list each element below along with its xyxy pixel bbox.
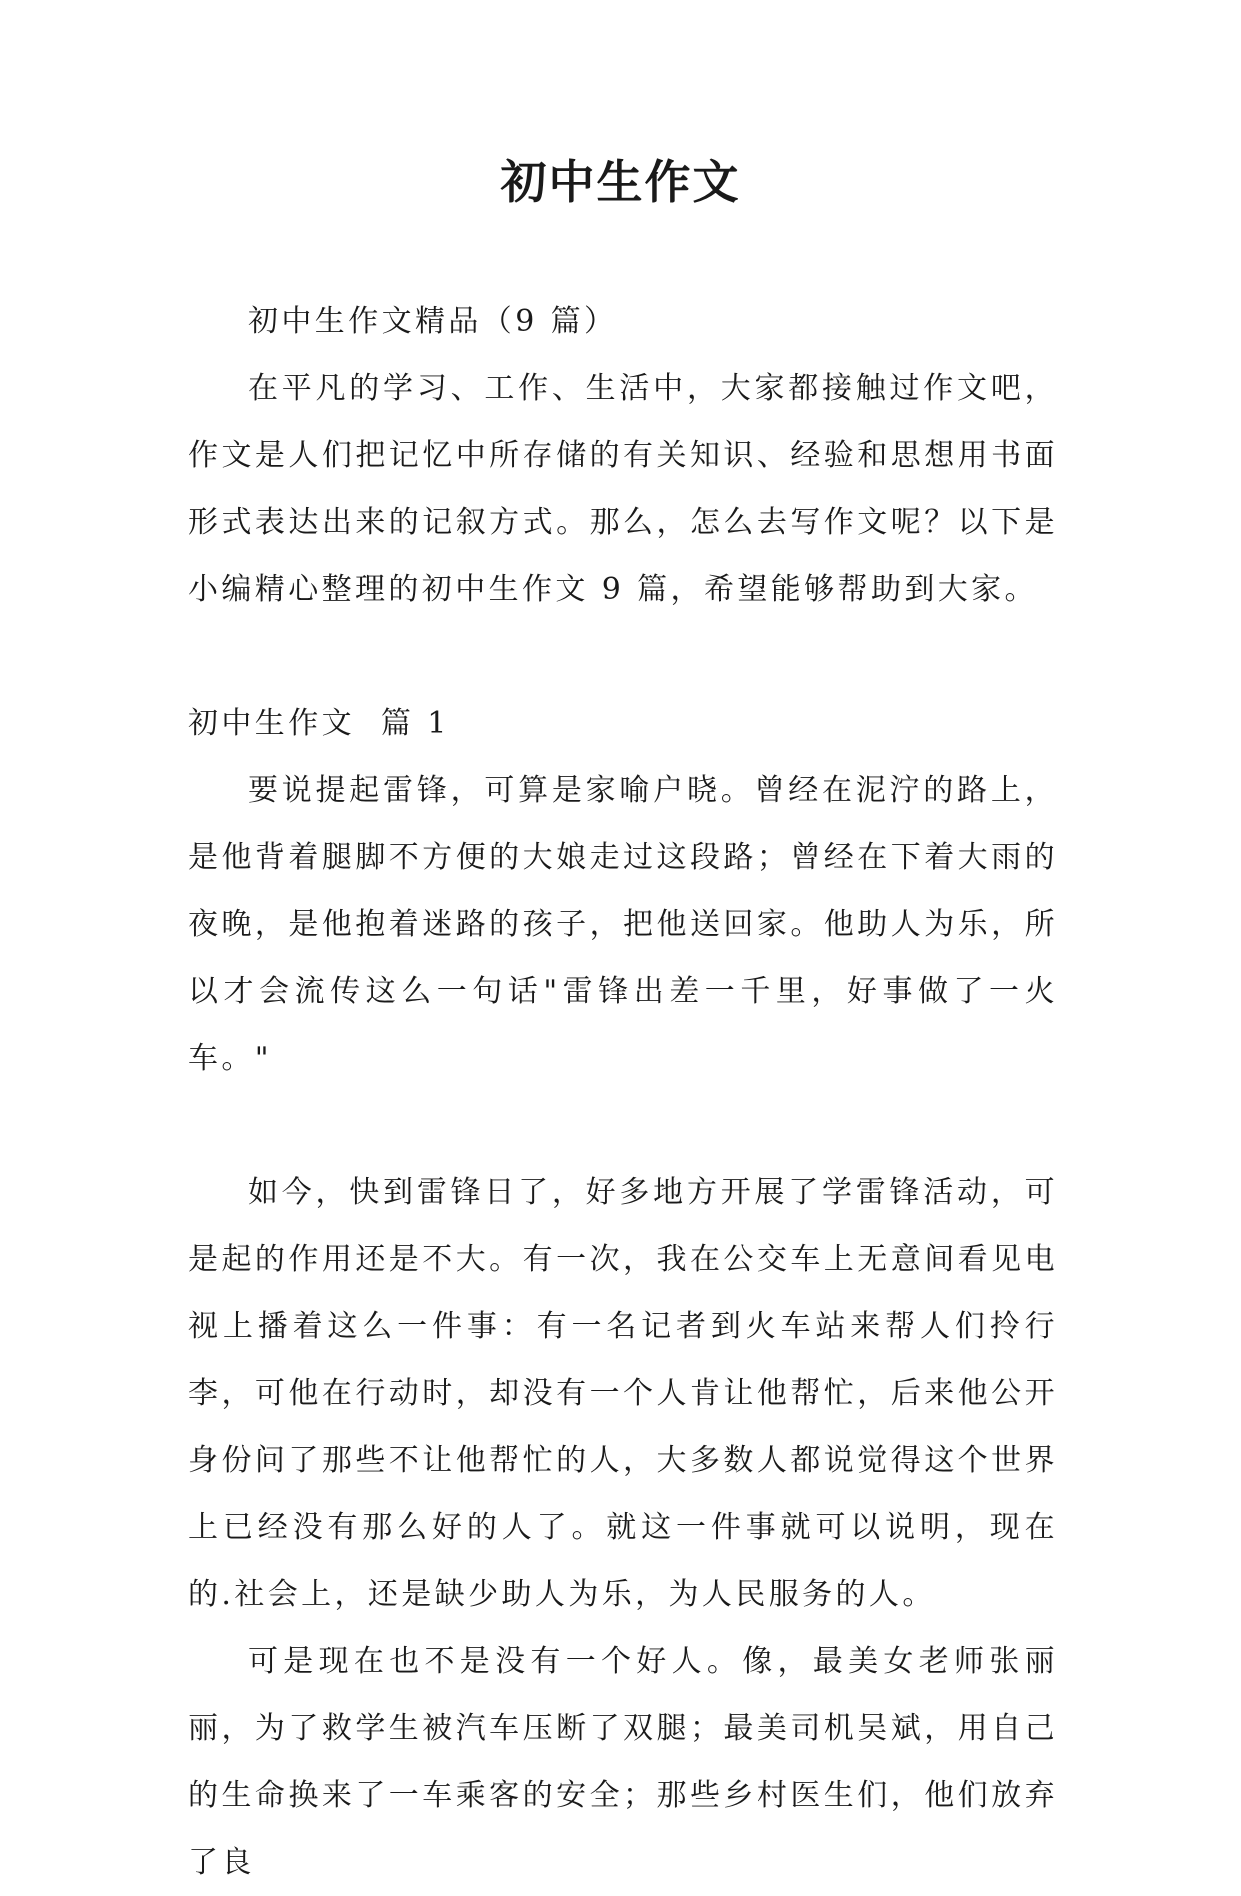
document-body xyxy=(188,288,1058,1896)
intro-paragraph: 在平凡的学习、工作、生活中，大家都接触过作文吧，作文是人们把记忆中所存储的有关知识、经验和思想用书面形式表达出来的记叙方式。那么，怎么去写作文呢？以下是小编精心整理的初中生作文 9 篇，希望能够帮助到大家。 xyxy=(188,371,1058,607)
body-paragraph-3: 可是现在也不是没有一个好人。像，最美女老师张丽丽，为了救学生被汽车压断了双腿；最美司机吴斌，用自己的生命换来了一车乘客的安全；那些乡村医生们，他们放弃了良 xyxy=(188,1644,1058,1880)
body-paragraph-1: 要说提起雷锋，可算是家喻户晓。曾经在泥泞的路上，是他背着腿脚不方便的大娘走过这段路；曾经在下着大雨的夜晚，是他抱着迷路的孩子，把他送回家。他助人为乐，所以才会流传这么一句话"雷锋出差一千里，好事做了一火车。" xyxy=(188,773,1058,1076)
document-title: 初中生作文 xyxy=(500,155,741,209)
section-heading: 初中生作文 篇 1 xyxy=(188,706,450,741)
body-paragraph-2: 如今，快到雷锋日了，好多地方开展了学雷锋活动，可是起的作用还是不大。有一次，我在公交车上无意间看见电视上播着这么一件事：有一名记者到火车站来帮人们拎行李，可他在行动时，却没有一个人肯让他帮忙，后来他公开身份问了那些不让他帮忙的人，大多数人都说觉得这个世界上已经没有那么好的人了。就这一件事就可以说明，现在的.社会上，还是缺少助人为乐，为人民服务的人。 xyxy=(188,1175,1058,1612)
document-subtitle: 初中生作文精品（9 篇） xyxy=(248,304,618,339)
